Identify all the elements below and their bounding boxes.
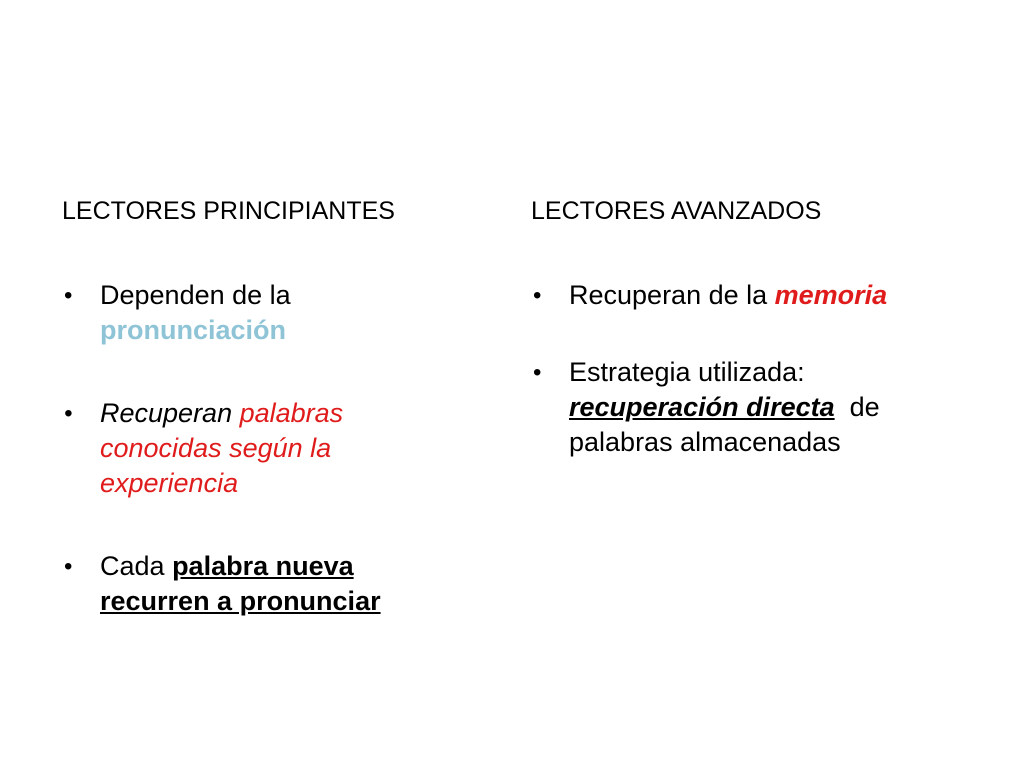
column-beginner-readers — [62, 196, 462, 619]
item-text: Recuperan — [100, 398, 240, 428]
heading-beginner-readers: LECTORES PRINCIPIANTES — [62, 197, 395, 225]
item-tail: de palabras almacenadas — [569, 392, 888, 457]
heading-advanced-readers: LECTORES AVANZADOS — [531, 197, 822, 225]
bullet-icon: • — [533, 359, 542, 386]
item-text: Cada — [100, 551, 173, 581]
list-item — [62, 549, 462, 619]
bullet-icon: • — [64, 553, 73, 580]
item-highlight: memoria — [774, 280, 888, 310]
item-text: Dependen de la — [100, 280, 291, 310]
item-text: Estrategia utilizada: — [569, 357, 805, 387]
advanced-bullet-list — [531, 278, 971, 460]
item-underline: recuperación directa — [569, 392, 835, 422]
bullet-icon: • — [64, 400, 73, 427]
item-text: Recuperan de la — [569, 280, 775, 310]
item-underline: palabra nueva recurren a pronunciar — [100, 551, 381, 616]
bullet-icon: • — [533, 282, 542, 309]
list-item — [62, 278, 462, 348]
item-highlight: palabras conocidas según la experiencia — [100, 398, 344, 498]
list-item — [531, 278, 971, 313]
column-advanced-readers — [531, 196, 971, 460]
item-highlight: pronunciación — [100, 315, 287, 345]
beginner-bullet-list — [62, 278, 462, 619]
list-item — [531, 355, 971, 460]
bullet-icon: • — [64, 282, 73, 309]
list-item — [62, 396, 462, 501]
